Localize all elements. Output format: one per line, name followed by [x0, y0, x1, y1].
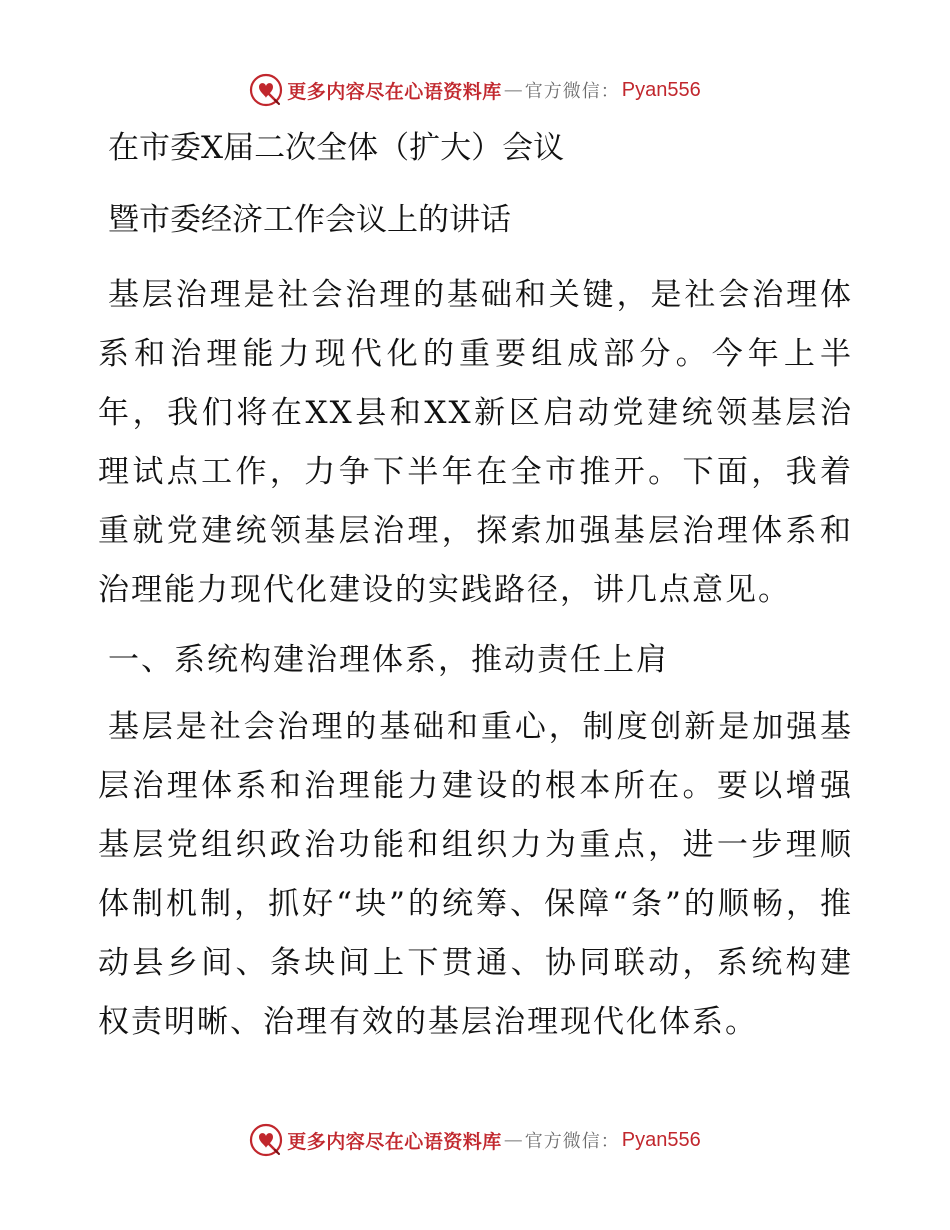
- watermark-wechat-handle: Pyan556: [621, 78, 701, 101]
- section-1-heading: 一、系统构建治理体系，推动责任上肩: [108, 642, 669, 678]
- watermark-separator: —: [503, 1129, 523, 1151]
- intro-paragraph: 基层治理是社会治理的基础和关键，是社会治理体系和治理能力现代化的重要组成部分。今年上半年，我们将在XX县和XX新区启动党建统领基层治理试点工作，力争下半年在全市推开。下面，我着重就党建统领基层治理，探索加强基层治理体系和治理能力现代化建设的实践路径，讲几点意见。: [98, 277, 853, 608]
- watermark-brand: 更多内容尽在心语资料库: [287, 80, 502, 103]
- document-body: [98, 122, 853, 1066]
- footer-watermark: [0, 1120, 950, 1160]
- watermark-wechat-handle: Pyan556: [621, 1128, 701, 1151]
- document-title-line-2: 暨市委经济工作会议上的讲话: [108, 202, 511, 238]
- watermark-separator: —: [503, 79, 523, 101]
- watermark-brand: 更多内容尽在心语资料库: [287, 1130, 502, 1153]
- section-1-paragraph: 基层是社会治理的基础和重心，制度创新是加强基层治理体系和治理能力建设的根本所在。要以增强基层党组织政治功能和组织力为重点，进一步理顺体制机制，抓好“块”的统筹、保障“条”的顺畅，推动县乡间、条块间上下贯通、协同联动，系统构建权责明晰、治理有效的基层治理现代化体系。: [98, 709, 853, 1040]
- watermark-wechat-label: 官方微信：: [524, 81, 620, 102]
- document-title-line-1: 在市委X届二次全体（扩大）会议: [108, 130, 565, 166]
- heart-pen-logo-icon: [249, 1123, 283, 1157]
- header-watermark: [0, 70, 950, 110]
- heart-pen-logo-icon: [249, 73, 283, 107]
- watermark-wechat-label: 官方微信：: [524, 1131, 620, 1152]
